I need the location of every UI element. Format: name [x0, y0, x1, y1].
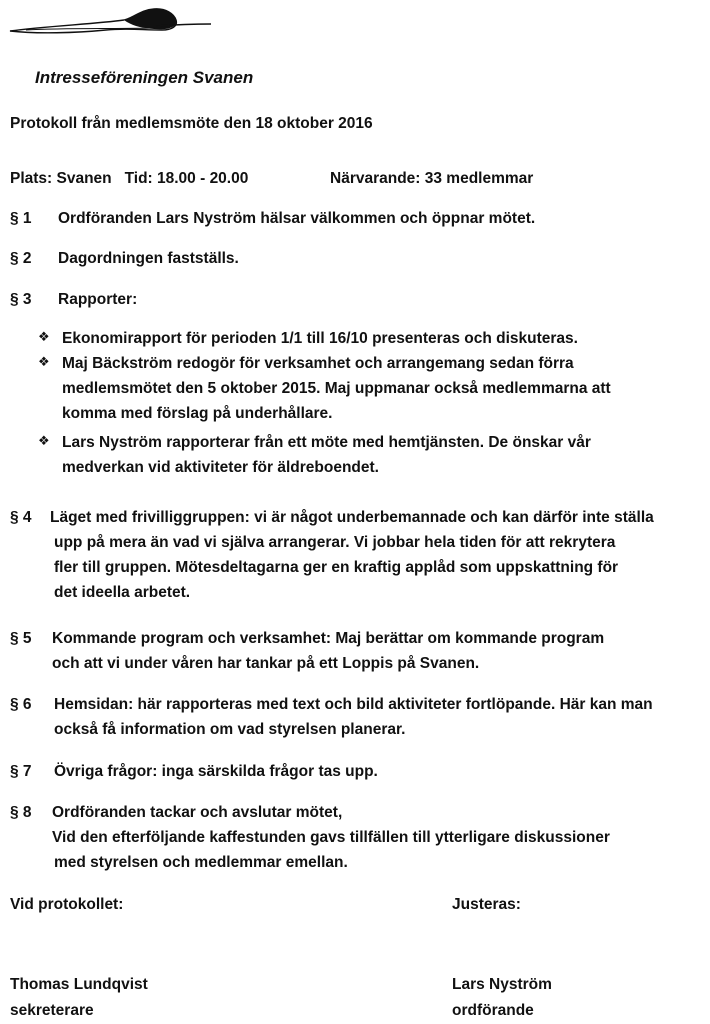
bullet-line: medlemsmötet den 5 oktober 2015. Maj uppmanar också medlemmarna att — [62, 380, 611, 397]
section-6-line: också få information om vad styrelsen planerar. — [54, 721, 406, 738]
section-7 — [54, 759, 378, 784]
section-7-line: Övriga frågor: inga särskilda frågor tas upp. — [54, 763, 378, 780]
signature-right-heading: Justeras: — [452, 896, 521, 913]
section-5 — [52, 626, 604, 676]
bullet-diamond-icon: ❖ — [38, 329, 50, 344]
signature-left-heading: Vid protokollet: — [10, 896, 124, 913]
section-8-line: Vid den efterföljande kaffestunden gavs tillfällen till ytterligare diskussioner — [52, 829, 610, 846]
chairman-name: Lars Nyström — [452, 976, 552, 993]
section-3-line: Rapporter: — [58, 291, 138, 308]
bullet-item-2 — [62, 351, 611, 426]
bullet-item-3 — [62, 430, 591, 480]
section-mark-8: § 8 — [10, 804, 32, 821]
section-2-line: Dagordningen fastställs. — [58, 250, 239, 267]
section-mark-4: § 4 — [10, 509, 32, 526]
section-mark-2: § 2 — [10, 250, 32, 267]
secretary-name: Thomas Lundqvist — [10, 976, 148, 993]
section-1-line: Ordföranden Lars Nyström hälsar välkommen och öppnar mötet. — [58, 210, 536, 227]
bullet-line: Lars Nyström rapporterar från ett möte med hemtjänsten. De önskar vår — [62, 434, 591, 451]
section-mark-6: § 6 — [10, 696, 32, 713]
meeting-place-time: Plats: Svanen Tid: 18.00 - 20.00 — [10, 170, 249, 187]
organization-name: Intresseföreningen Svanen — [35, 68, 254, 87]
section-5-line: Kommande program och verksamhet: Maj berättar om kommande program — [52, 630, 605, 647]
attendance: Närvarande: 33 medlemmar — [330, 170, 534, 187]
bullet-line: Ekonomirapport för perioden 1/1 till 16/10 presenteras och diskuteras. — [62, 330, 578, 347]
section-8 — [52, 800, 610, 875]
document-title: Protokoll från medlemsmöte den 18 oktober 2016 — [10, 115, 373, 132]
bullet-line: komma med förslag på underhållare. — [62, 405, 333, 422]
section-4-line: det ideella arbetet. — [54, 584, 191, 601]
section-8-line: med styrelsen och medlemmar emellan. — [54, 854, 348, 871]
section-8-line: Ordföranden tackar och avslutar mötet, — [52, 804, 343, 821]
chairman-role: ordförande — [452, 1002, 534, 1019]
section-3 — [58, 287, 137, 312]
section-4-line: Läget med frivilliggruppen: vi är något underbemannade och kan därför inte ställa — [50, 509, 654, 526]
section-4 — [50, 505, 654, 605]
bullet-diamond-icon: ❖ — [38, 354, 50, 369]
bullet-line: Maj Bäckström redogör för verksamhet och arrangemang sedan förra — [62, 355, 574, 372]
section-mark-1: § 1 — [10, 210, 32, 227]
bullet-diamond-icon: ❖ — [38, 433, 50, 448]
bullet-line: medverkan vid aktiviteter för äldreboendet. — [62, 459, 379, 476]
section-mark-5: § 5 — [10, 630, 32, 647]
section-1 — [58, 206, 535, 231]
section-mark-3: § 3 — [10, 291, 32, 308]
section-2 — [58, 246, 239, 271]
section-4-line: fler till gruppen. Mötesdeltagarna ger en kraftig applåd som uppskattning för — [54, 559, 619, 576]
bullet-item-1 — [62, 326, 578, 351]
section-6-line: Hemsidan: här rapporteras med text och bild aktiviteter fortlöpande. Här kan man — [54, 696, 653, 713]
section-6 — [54, 692, 653, 742]
section-5-line: och att vi under våren har tankar på ett Loppis på Svanen. — [52, 655, 480, 672]
section-4-line: upp på mera än vad vi själva arrangerar. Vi jobbar hela tiden för att rekrytera — [54, 534, 616, 551]
section-mark-7: § 7 — [10, 763, 32, 780]
swan-logo-icon — [6, 6, 216, 40]
secretary-role: sekreterare — [10, 1002, 94, 1019]
